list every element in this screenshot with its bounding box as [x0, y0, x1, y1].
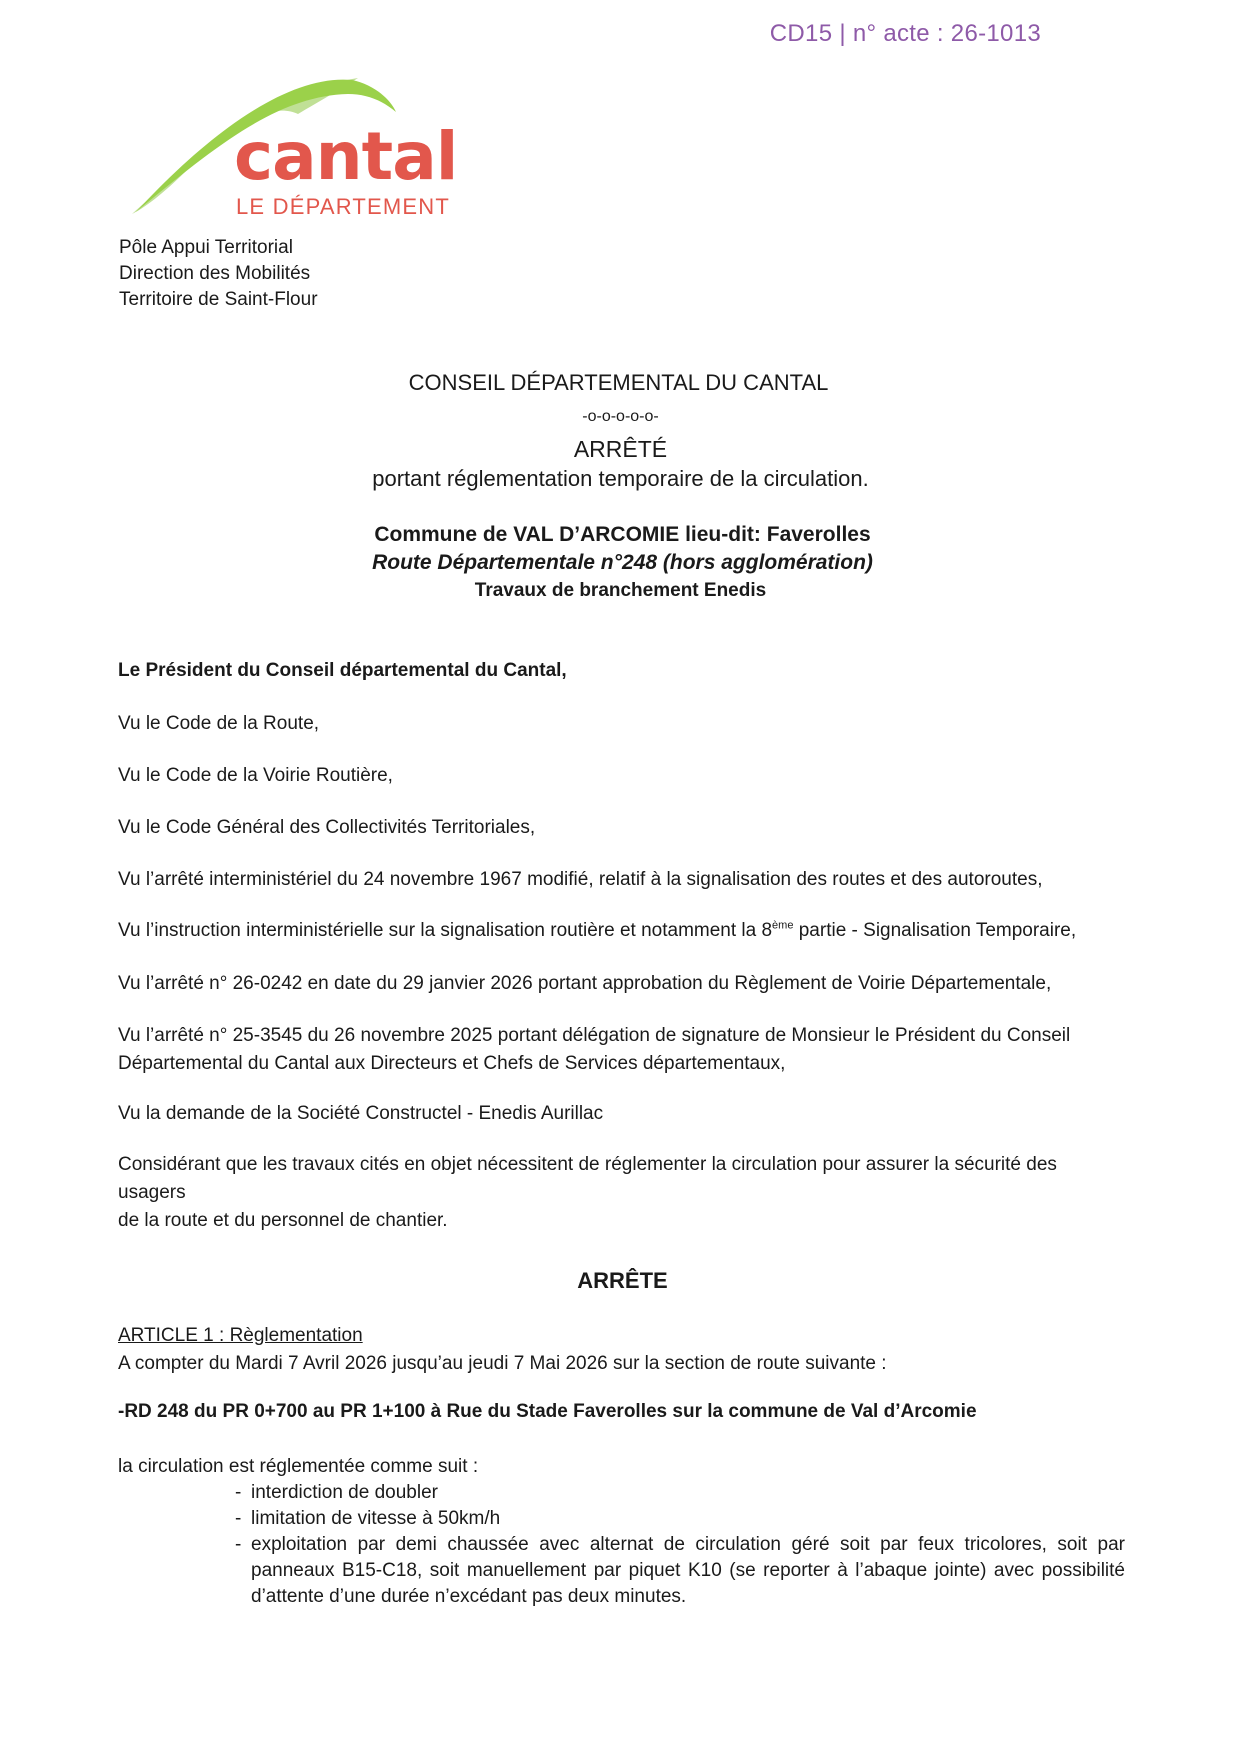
- visa-instruction: [118, 917, 1128, 945]
- acte-reference: CD15 | n° acte : 26-1013: [769, 20, 1041, 47]
- president-line: Le Président du Conseil départemental du Cantal,: [118, 660, 567, 681]
- list-item: - exploitation par demi chaussée avec alternat de circulation géré soit par feux tricolores, soit par panneaux B15-C18, soit manuellement par piquet K10 (se reporter à l’abaque jointe) avec possibilité d’attente d’une durée n’excédant pas deux minutes.: [235, 1532, 1125, 1610]
- service-line: Pôle Appui Territorial: [119, 237, 293, 258]
- logo-wordmark: cantal: [234, 118, 458, 195]
- visa-cgct: Vu le Code Général des Collectivités Territoriales,: [118, 817, 536, 838]
- route-line: Route Départementale n°248 (hors agglomération): [372, 551, 873, 574]
- article-1: [118, 1322, 1128, 1378]
- list-item: - interdiction de doubler: [235, 1480, 1125, 1506]
- visa-delegation: [118, 1022, 1128, 1078]
- article-1-road-section: -RD 248 du PR 0+700 au PR 1+100 à Rue du Stade Faverolles sur la commune de Val d’Arcomie: [118, 1401, 977, 1422]
- logo-subtitle: LE DÉPARTEMENT: [236, 194, 451, 219]
- list-item: - limitation de vitesse à 50km/h: [235, 1506, 1125, 1532]
- ordinal-superscript: ème: [772, 919, 794, 932]
- arrete-heading: ARRÊTÉ: [573, 436, 668, 462]
- article-1-title: ARTICLE 1 : Règlementation: [118, 1325, 363, 1346]
- visa-delegation-line: Départemental du Cantal aux Directeurs et Chefs de Services départementaux,: [118, 1053, 786, 1074]
- measures-list: [235, 1480, 1125, 1610]
- council-heading: CONSEIL DÉPARTEMENTAL DU CANTAL: [408, 370, 829, 395]
- service-line: Direction des Mobilités: [119, 263, 311, 284]
- arrete-subject: portant réglementation temporaire de la circulation.: [372, 466, 869, 491]
- considerant-line: Considérant que les travaux cités en objet nécessitent de réglementer la circulation pour assurer la sécurité des usagers: [118, 1154, 1057, 1203]
- visa-reglement-voirie: Vu l’arrêté n° 26-0242 en date du 29 janvier 2026 portant approbation du Règlement de Voirie Départementale,: [118, 973, 1052, 994]
- visa-delegation-line: Vu l’arrêté n° 25-3545 du 26 novembre 2025 portant délégation de signature de Monsieur le Président du Conseil: [118, 1025, 1071, 1046]
- visa-code-voirie: Vu le Code de la Voirie Routière,: [118, 765, 393, 786]
- travaux-line: Travaux de branchement Enedis: [474, 580, 767, 601]
- visa-demande: Vu la demande de la Société Constructel - Enedis Aurillac: [118, 1103, 604, 1124]
- visa-code-route: Vu le Code de la Route,: [118, 713, 320, 734]
- arrete-section-title: ARRÊTE: [577, 1268, 668, 1293]
- cantal-logo: [128, 74, 468, 224]
- visa-instruction-text: Vu l’instruction interministérielle sur la signalisation routière et notamment la 8: [118, 920, 773, 941]
- article-1-period: A compter du Mardi 7 Avril 2026 jusqu’au jeudi 7 Mai 2026 sur la section de route suivante :: [118, 1353, 887, 1374]
- service-block: [119, 235, 318, 313]
- considerant-line: de la route et du personnel de chantier.: [118, 1210, 448, 1231]
- visa-instruction-tail: partie - Signalisation Temporaire,: [793, 920, 1077, 941]
- visa-arrete-1967: Vu l’arrêté interministériel du 24 novembre 1967 modifié, relatif à la signalisation des routes et des autoroutes,: [118, 869, 1043, 890]
- commune-line: Commune de VAL D’ARCOMIE lieu-dit: Faverolles: [374, 523, 871, 546]
- heading-separator: -o-o-o-o-o-: [582, 408, 659, 425]
- service-line: Territoire de Saint-Flour: [119, 289, 318, 310]
- article-1-intro: la circulation est réglementée comme suit :: [118, 1456, 479, 1477]
- considerant-paragraph: [118, 1151, 1128, 1235]
